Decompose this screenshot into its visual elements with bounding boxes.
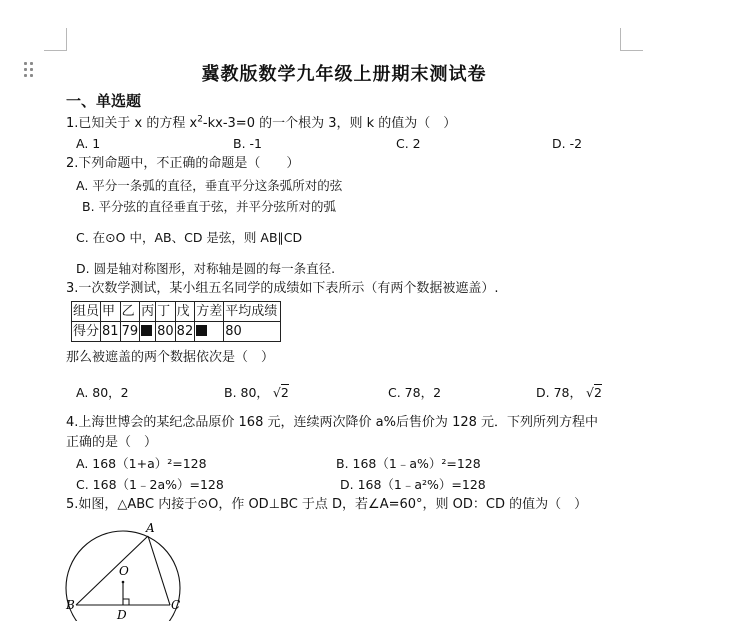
q4-option-d: D. 168（1﹣a²%）=128 <box>340 477 486 492</box>
table-cell: 80 <box>156 322 176 342</box>
q1-option-d: D. -2 <box>552 136 583 151</box>
table-cell: 得分 <box>72 322 101 342</box>
table-cell: 80 <box>224 322 281 342</box>
q2-option-a: A. 平分一条弧的直径，垂直平分这条弧所对的弦 <box>76 178 343 193</box>
table-cell: 乙 <box>120 302 140 322</box>
circle-triangle-figure <box>62 518 202 621</box>
label-o: O <box>119 564 129 578</box>
q3-option-a: A. 80，2 <box>76 385 129 400</box>
question-4-stem-line1: 4.上海世博会的某纪念品原价 168 元，连续两次降价 a%后售价为 128 元．下列所列方程中 <box>66 415 599 430</box>
table-cell: 82 <box>175 322 195 342</box>
q2-option-c: C. 在⊙O 中，AB、CD 是弦，则 AB∥CD <box>76 230 303 245</box>
question-4-stem-line2: 正确的是（ ） <box>66 435 158 450</box>
q1-option-b: B. -1 <box>233 136 262 151</box>
table-cell: 丁 <box>156 302 176 322</box>
label-a: A <box>146 521 155 535</box>
question-3-follow: 那么被遮盖的两个数据依次是（ ） <box>66 350 275 365</box>
q2-option-b: B. 平分弦的直径垂直于弦，并平分弦所对的弧 <box>82 199 337 214</box>
label-d: D <box>117 608 127 621</box>
table-cell: 79 <box>120 322 140 342</box>
q4-option-c: C. 168（1﹣2a%）=128 <box>76 477 224 492</box>
q3-option-d: D. 78， √2 <box>536 385 602 400</box>
table-cell: 81 <box>101 322 121 342</box>
q1-option-a: A. 1 <box>76 136 101 151</box>
score-table-data-row <box>72 322 281 342</box>
question-5-stem: 5.如图，△ABC 内接于⊙O，作 OD⊥BC 于点 D，若∠A=60°，则 OD：CD 的值为（ ） <box>66 497 588 512</box>
question-2-stem: 2.下列命题中，不正确的命题是（ ） <box>66 156 300 171</box>
score-table-header-row <box>72 302 281 322</box>
table-cell: 甲 <box>101 302 121 322</box>
crop-mark-top-left <box>44 28 67 51</box>
cover-block <box>196 325 207 336</box>
table-cell: 丙 <box>140 302 156 322</box>
label-b: B <box>66 598 75 612</box>
q3-option-b: B. 80， √2 <box>224 385 289 400</box>
cover-block <box>141 325 152 336</box>
question-1-stem: 1.已知关于 x 的方程 $x^2-kx-3=0$ 的一个根为 3，则 k 的值为（ ） <box>66 114 457 131</box>
q2-option-d: D. 圆是轴对称图形，对称轴是圆的每一条直径. <box>76 261 336 276</box>
sqrt-symbol: √2 <box>585 385 602 400</box>
table-cell: 组员 <box>72 302 101 322</box>
q1-option-c: C. 2 <box>396 136 421 151</box>
question-3-stem: 3.一次数学测试，某小组五名同学的成绩如下表所示（有两个数据被遮盖）. <box>66 281 499 296</box>
covered-cell <box>195 322 224 342</box>
q3-option-c: C. 78，2 <box>388 385 442 400</box>
crop-mark-top-right <box>620 28 643 51</box>
q4-option-b: B. 168（1﹣a%）²=128 <box>336 456 481 471</box>
label-c: C <box>171 598 181 612</box>
table-cell: 平均成绩 <box>224 302 281 322</box>
table-cell: 戊 <box>175 302 195 322</box>
section-heading: 一、单选题 <box>66 92 142 110</box>
document-title: 冀教版数学九年级上册期末测试卷 <box>201 64 487 85</box>
covered-cell <box>140 322 156 342</box>
q4-option-a: A. 168（1+a）²=128 <box>76 456 207 471</box>
score-table <box>71 301 281 342</box>
center-point <box>122 581 125 584</box>
sqrt-symbol: √2 <box>272 385 289 400</box>
table-cell: 方差 <box>195 302 224 322</box>
side-ab <box>76 536 148 605</box>
right-angle-mark <box>123 599 129 605</box>
side-ac <box>148 536 170 605</box>
